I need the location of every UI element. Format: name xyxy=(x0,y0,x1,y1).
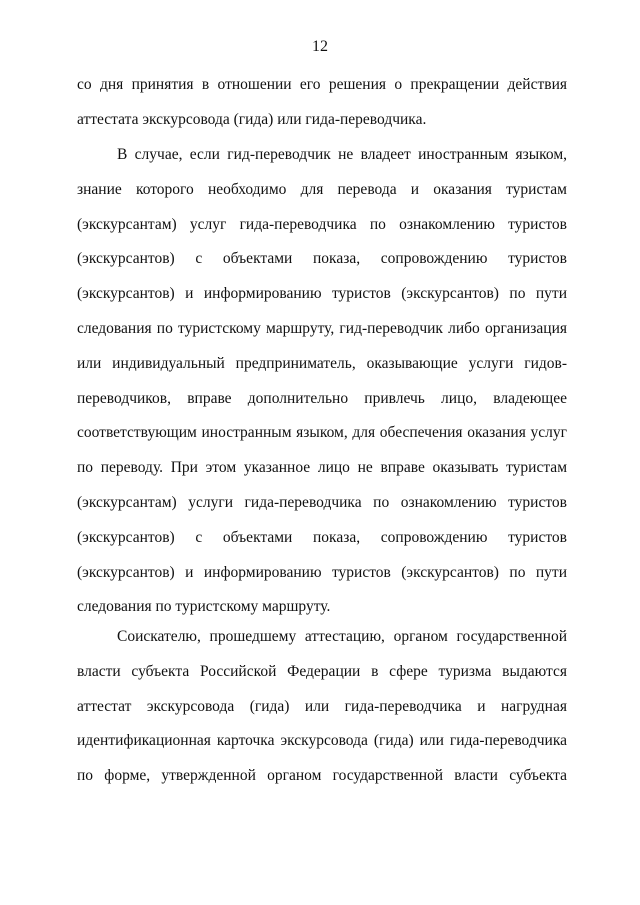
paragraph-foreign-language xyxy=(77,138,567,625)
text-line: (экскурсантов) с объектами показа, сопровождению туристов xyxy=(77,528,567,546)
text-line: (экскурсантов) с объектами показа, сопровождению туристов xyxy=(77,250,567,268)
text-line: по форме, утвержденной органом государственной власти субъекта xyxy=(77,767,567,785)
text-line: следования по туристскому маршруту. xyxy=(77,598,331,616)
text-line: со дня принятия в отношении его решения о прекращении действия xyxy=(77,76,567,93)
text-line: (экскурсантов) и информированию туристов (экскурсантов) по пути xyxy=(77,285,567,303)
paragraph-continuation xyxy=(77,68,567,138)
text-line: идентификационная карточка экскурсовода (гида) или гида-переводчика xyxy=(77,732,567,750)
page-number: 12 xyxy=(312,38,328,55)
text-line: соответствующим иностранным языком, для обеспечения оказания услуг xyxy=(77,424,567,442)
text-line: следования по туристскому маршруту, гид-переводчик либо организация xyxy=(77,319,567,337)
text-line: (экскурсантов) и информированию туристов (экскурсантов) по пути xyxy=(77,563,567,581)
paragraph-attestation xyxy=(77,620,567,794)
text-line: (экскурсантам) услуги гида-переводчика по ознакомлению туристов xyxy=(77,493,567,511)
text-line: знание которого необходимо для перевода и оказания туристам xyxy=(77,180,567,198)
text-line: по переводу. При этом указанное лицо не вправе оказывать туристам xyxy=(77,459,567,477)
text-line: переводчиков, вправе дополнительно привлечь лицо, владеющее xyxy=(77,389,567,407)
text-line: (экскурсантам) услуг гида-переводчика по ознакомлению туристов xyxy=(77,215,567,233)
text-line: аттестата экскурсовода (гида) или гида-переводчика. xyxy=(77,110,427,128)
text-line: аттестат экскурсовода (гида) или гида-переводчика и нагрудная xyxy=(77,697,567,715)
text-line: Соискателю, прошедшему аттестацию, органом государственной xyxy=(117,628,567,645)
text-line: или индивидуальный предприниматель, оказывающие услуги гидов- xyxy=(77,354,567,372)
text-line: власти субъекта Российской Федерации в сфере туризма выдаются xyxy=(77,662,567,680)
text-line: В случае, если гид-переводчик не владеет иностранным языком, xyxy=(117,146,567,163)
